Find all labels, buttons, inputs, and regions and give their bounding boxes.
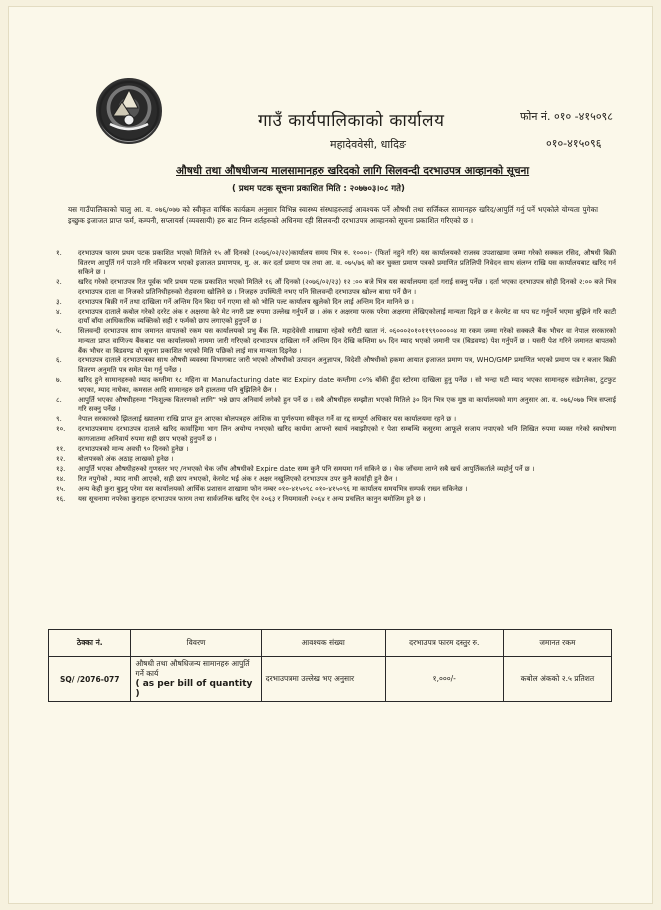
clause-text: नेपाल सरकारको झितलाई ख्यालमा राखि प्राप्त हुन आएका बोलपत्रहरु आंशिक वा पूर्णरुपमा स्वीकृत गर्ने वा रद्द सम्पूर्ण अधिकार यस कार्यालयमा रहने छ । <box>78 415 457 424</box>
clause-text: दरभाउपत्र दाताले कबोल गरेको दररेट अंक र अक्षरमा केरे मेट नगरी प्रष्ट रुपमा उल्लेख गर्नुपर्ने छ । अंक र अक्षरमा फरक परेमा अक्षरमा लेखिएकोलाई मान्यता दिइने छ र केरमेट वा थप घट गर्नुपर्ने भएमा बुझिने गरि काटी दायाँ बाँया आधिकारिक व्यक्तिको सही र फर्मको छाप लगाएको हुनुपर्ने छ । <box>78 307 616 326</box>
cell-quantity: दरभाउपत्रमा उल्लेख भए अनुसार <box>261 657 385 702</box>
clause-text: आपुर्ति भएका औषधीहरुमा "निःशुल्क वितरणको लागि" भन्ने छाप अनिवार्य लगेको हुन पर्ने छ । सबै औषधीहरु सम्झौता भएको मितिले ३० दिन भित्र एक मुष्ठ वा कार्यालयको माग अनुसार आ. व. ०७६/०७७ भित्र सप्लाई गरि सक्नु पर्नेछ । <box>78 395 616 414</box>
notice-title: औषधी तथा औषधीजन्य मालसामानहरु खरिदको लागि सिलवन्दी दरभाउपत्र आव्हानको सूचना <box>176 165 530 177</box>
table-header-row <box>49 630 612 657</box>
clause-number: १. <box>56 249 62 257</box>
list-item <box>56 425 616 444</box>
clause-number: ३. <box>56 297 62 306</box>
clause-text: यस सूचनामा नपरेका कुराहरु दरभाउपत्र फारम तथा सार्वजनिक खरिद ऐन २०६३ र नियमावली २०६४ र अन्य प्रचलित कानुन बमोजिम हुने छ । <box>78 494 426 503</box>
clause-number: ८. <box>56 395 62 404</box>
list-item <box>56 327 616 356</box>
column-header-form-fee: दरभाउपत्र फारम दस्तुर रु. <box>385 630 503 657</box>
clause-number: ५. <box>56 327 62 336</box>
list-item <box>56 485 616 495</box>
column-header-quantity: आवश्यक संख्या <box>261 630 385 657</box>
table-row <box>49 657 612 702</box>
clause-number: ९. <box>56 415 62 424</box>
clause-number: ४. <box>56 307 62 316</box>
clause-text: दरभाउपत्र फारम प्रथम पटक प्रकाशित भएको मितिले १५ औं दिनको (२०७६/०२/२२)कार्यालय समय भित्र रु. १०००।- (फिर्ता नहुने गरि) यस कार्यालयको राजस्व उपशाखामा जम्मा गरेको सक्कल रसिद, औषधी बिक्री वितरण आपुर्ति गर्न पाउने गरि नविकरण भएको इजाजत प्रमाणपत्र, मु. अ. कर दर्ता प्रमाण पत्र तथा आ. व. ०७५/७६ को कर चुक्ता प्रमाण पत्रको प्रमाणित प्रतिलिपी निवेदन साथ संलग्न राखि यस कार्यालयबाट खरिद गर्न सकिने छ । <box>78 249 616 277</box>
cell-form-fee: १,०००/- <box>385 657 503 702</box>
description-bill-note: ( as per bill of quantity ) <box>135 679 253 699</box>
clause-text: सिलवन्दी दरभाउपत्र साथ जमानत वापतको रकम यस कार्यालयको प्रभु बैंक लि. महादेवेसी शाखामा रहेको धरौटी खाता नं. ०६०००२०१०११९९०००००४ मा रकम जम्मा गरेको सक्कलै बैंक भौचर वा नेपाल सरकारको मान्यता प्राप्त वाणिज्य बैंकबाट यस कार्यालयको नाममा जारी गरिएको दरभाउपत्र दाखिला गर्ने अन्तिम दिन देखि कम्तिमा ७५ दिन म्याद भएको जमानी पत्र (बिडवण्ड) पेश गर्नुपर्ने छ । यसरी पेश गरिने जमानत बापतको बैंक भौचर वा बिडवण्ड यो सूचना प्रकाशित भएको मिति पछिको लाई मात्र मान्यता दिइनेछ । <box>78 327 616 355</box>
list-item <box>56 376 616 395</box>
clause-number: १०. <box>56 425 66 434</box>
clause-text: दरभाउपत्र दाताले दरभाउपत्रका साथ औषधी व्यवस्था विभागबाट जारी भएको औषधीको उत्पादन अनुज्ञापत्र, विदेशी औषधीको हकमा आयात इजाजत प्रमाण पत्र, WHO/GMP प्रमाणित भएको प्रमाण पत्र र बजार बिक्री वितरण अनुमति पत्र समेत पेश गर्नु पर्नेछ । <box>78 356 616 375</box>
intro-paragraph: यस गाउँपालिकाको चालु आ. व. ०७६/०७७ को स्वीकृत वार्षिक कार्यक्रम अनुसार विभिन्न स्वास्थ्य संस्थाहरुलाई आवश्यक पर्ने औषधी तथा सर्जिकल सामानहरु खरिद/आपुर्ति गर्नु पर्ने भएकोले योग्यता पुगेका इच्छुक इजाजत प्राप्त फर्म, कम्पनी, सप्लायर्स (व्यवसायी) हरु बाट निम्न शर्तहरुको अधिनमा रही सिलवन्दी दरभाउपत्र आव्हानको सूचना प्रकाशित गरिएको छ । <box>68 205 598 225</box>
office-location: महादेववेसी, धादिङ <box>330 138 406 151</box>
column-header-description: विवरण <box>131 630 261 657</box>
column-header-deposit: जमानत रकम <box>503 630 611 657</box>
description-line: औषधी तथा औषधिजन्य सामानहरु आपुर्ति गर्ने कार्य <box>135 659 250 678</box>
clause-number: १४. <box>56 474 66 483</box>
list-item <box>56 298 616 308</box>
list-item <box>56 308 616 327</box>
list-item <box>56 356 616 375</box>
column-header-contract-no: ठेक्का नं. <box>49 630 131 657</box>
clause-number: ११. <box>56 444 66 453</box>
clause-text: आपुर्ति भएका औषधीहरुको गुणस्तर भए /नभएको चेक जाँच औषधीको Expire date सम्म कुनै पनि समयमा गर्न सकिने छ । चेक जाँचमा लाग्ने सबै खर्च आपुर्तिकर्ताले व्यहोर्नु पर्ने छ । <box>78 464 535 473</box>
cell-description <box>131 657 261 702</box>
clause-text: दरभाउपत्रको मान्य अवधी ९० दिनको हुनेछ । <box>78 444 189 453</box>
clause-number: १६. <box>56 494 66 503</box>
clause-text: खरिद हुने सामानहरुको म्याद कम्तीमा १८ महिना वा Manufacturing date बाट Expiry date कम्तीमा ८०% बाँकी हुँदा स्टोरमा दाखिला हुनु पर्नेछ । सो भन्दा घटी म्याद भएका सामानहरु सडेगलेका, टुटफुट भएका, म्याद नाघेका, कमसल आदि सामानहरु छनै हालतमा पनि बुझिलिने छैन । <box>78 376 616 394</box>
notice-publish-date: ( प्रथम पटक सूचना प्रकाशित मिति : २०७७०३।०८ गते) <box>232 184 405 194</box>
clause-number: १२. <box>56 454 66 463</box>
clause-number: १३. <box>56 464 66 473</box>
clause-text: खरिद गरेको दरभाउपत्र रित पूर्वक भरि प्रथम पटक प्रकाशित भएको मितिले १६ औं दिनको (२०७६/०२/२३) १२ :०० बजे भित्र यस कार्यालयमा दर्ता गराई सक्नु पर्नेछ । दर्ता भएका दरभाउपत्र सोही दिनको २:०० बजे भित्र दरभाउपत्र दाता वा निजको प्रतिनिधीहरुको रोहवरमा खोलिने छ । निजहरु उपस्थिती नभए पनि सिलवन्दी दरभाउपत्र खोल्न बाधा पर्ने छैन । <box>78 278 616 296</box>
clause-number: ६. <box>56 356 62 365</box>
list-item <box>56 249 616 278</box>
clause-text: दरभाउपत्रमाथ दरभाउपत्र दाताले खरिद कार्वाहिमा भाग लिन अयोग्य नभएको खरिद कार्यमा आफ्नो स्वार्थ नबाझीएको र पेशा सम्बन्धि कसुरमा आफूले सजाय नपाएको भनि लिखित रुपमा व्यक्त गरेको स्वघोषणा कागजातमा अनिवार्य रुपमा सही छाप भएको हुनुपर्ने छ । <box>78 425 616 443</box>
clause-number: १५. <box>56 484 66 493</box>
clause-text: बोलपत्रको अंक अठाह लाखको हुनेछ । <box>78 454 174 463</box>
list-item <box>56 445 616 455</box>
list-item <box>56 475 616 485</box>
list-item <box>56 465 616 475</box>
list-item <box>56 455 616 465</box>
list-item <box>56 495 616 505</box>
notice-sheet <box>8 6 653 904</box>
list-item <box>56 396 616 415</box>
phone-number-1: फोन नं. ०१० -४१५०९८ <box>520 110 613 123</box>
list-item <box>56 278 616 297</box>
terms-list <box>56 249 616 505</box>
clause-number: २. <box>56 278 62 287</box>
office-title: गाउँ कार्यपालिकाको कार्यालय <box>258 111 445 131</box>
government-emblem-icon <box>96 78 162 144</box>
clause-text: अन्य केही कुरा बुझ्नु परेमा यस कार्यालयको आर्थिक प्रशासन शाखामा फोन नम्बर ०१०-४१५०९८ ०१०-४१५०९६ मा कार्यालय समयभित्र सम्पर्क राख्न सकिनेछ । <box>78 484 468 493</box>
clause-text: दरभाउपत्र बिक्री गर्ने तथा दाखिला गर्ने अन्तिम दिन बिदा पर्न गएमा सो को भोलि पल्ट कार्यालय खुलेको दिन लाई अन्तिम दिन मानिने छ । <box>78 297 414 306</box>
cell-deposit: कबोल अंकको २.५ प्रतिशत <box>503 657 611 702</box>
phone-number-2: ०१०-४१५०९६ <box>546 137 602 150</box>
clause-number: ७. <box>56 376 62 385</box>
clause-text: रित नपुगेको , म्याद नाघी आएको, सही छाप नभएको, केरमेट भई अंक र अक्षर नखुलिएको दरभाउपत्र उपर कुनै कार्वाही हुने छैन । <box>78 474 398 483</box>
contract-table <box>48 629 612 702</box>
list-item <box>56 415 616 425</box>
cell-contract-no: SQ/ /2076-077 <box>49 657 131 702</box>
